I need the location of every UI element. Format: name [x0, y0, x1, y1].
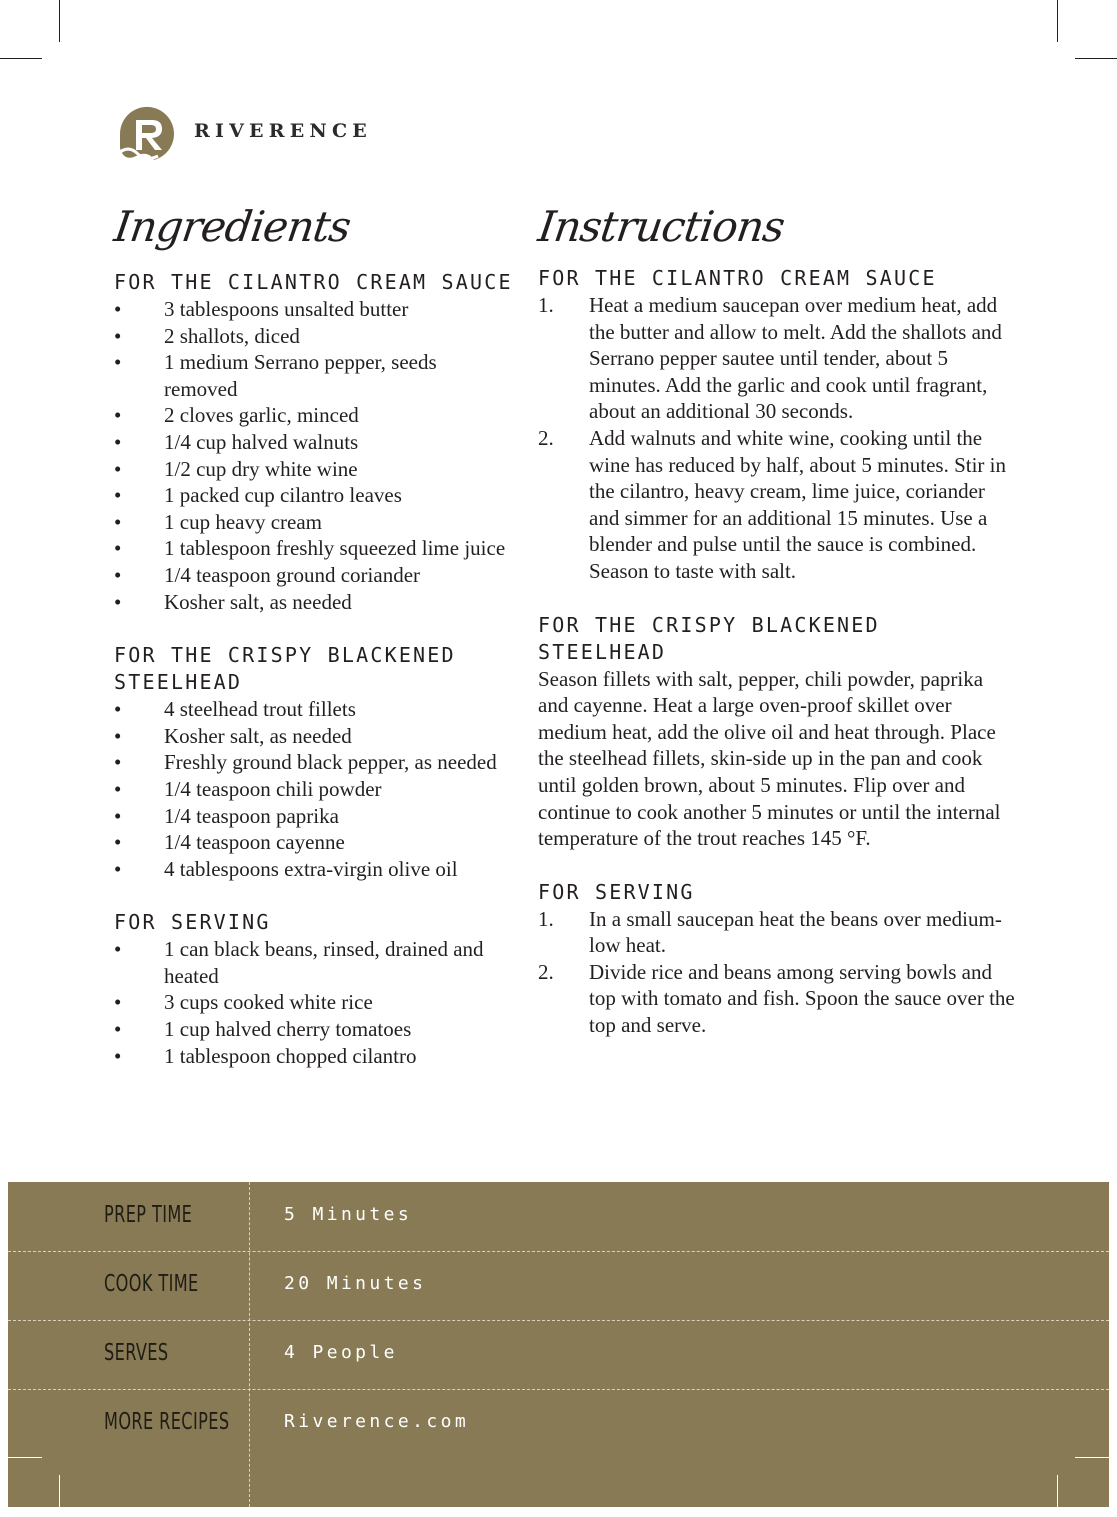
steelhead-paragraph: Season fillets with salt, pepper, chili powder, paprika and cayenne. Heat a large oven-proof skillet over medium heat, add the olive oil and heat through. Place the steelhead fillets, skin-side up in the pan and cook until golden brown, about 5 minutes. Flip over and continue to cook another 5 minutes or until the internal temperature of the trout reaches 145 °F.	[538, 666, 1001, 851]
ingredients-sections	[114, 269, 514, 1069]
step-list	[538, 292, 1018, 585]
instruction-step	[538, 906, 1018, 959]
step-text: In a small saucepan heat the beans over medium-low heat.	[589, 906, 1002, 958]
step-text: Divide rice and beans among serving bowls and top with tomato and fish. Spoon the sauce over the top and serve.	[589, 959, 1015, 1038]
ingredient-item	[114, 776, 514, 803]
ingredients-title: Ingredients	[111, 202, 354, 251]
step-number: 2.	[538, 425, 554, 450]
ingredient-text: 1/4 teaspoon cayenne	[164, 830, 345, 855]
ingredient-item	[114, 509, 514, 536]
bullet-icon: •	[114, 483, 122, 508]
crop-mark	[59, 1475, 60, 1517]
section-heading: FOR THE CRISPY BLACKENED STEELHEAD	[538, 612, 880, 664]
ingredient-item	[114, 482, 514, 509]
ingredient-text: 1/4 teaspoon chili powder	[164, 776, 382, 801]
bullet-icon: •	[114, 750, 122, 775]
crop-mark	[1057, 1475, 1058, 1517]
section-heading: FOR SERVING	[114, 910, 271, 935]
ingredient-item	[114, 402, 514, 429]
bullet-icon: •	[114, 1043, 122, 1068]
ingredient-text: 1 cup heavy cream	[164, 509, 323, 534]
ingredient-text: 4 steelhead trout fillets	[164, 697, 356, 722]
section-heading: FOR THE CILANTRO CREAM SAUCE	[114, 270, 513, 294]
bullet-icon: •	[114, 856, 122, 881]
ingredient-text: 2 shallots, diced	[164, 323, 300, 348]
ingredient-text: 3 cups cooked white rice	[164, 990, 373, 1015]
info-row-prep-time	[8, 1182, 1109, 1252]
ingredient-item	[114, 856, 514, 883]
bullet-icon: •	[114, 350, 122, 375]
info-row-more-recipes	[8, 1389, 1109, 1458]
ingredient-text: Freshly ground black pepper, as needed	[164, 750, 497, 775]
instructions-title: Instructions	[535, 202, 788, 251]
ingredient-item	[114, 349, 514, 402]
bullet-icon: •	[114, 403, 122, 428]
prep-time-label: PREP TIME	[104, 1202, 193, 1228]
cook-time-value: 20 Minutes	[284, 1273, 427, 1294]
instruction-step	[538, 425, 1018, 585]
ingredient-text: Kosher salt, as needed	[164, 589, 352, 614]
ingredient-list	[114, 296, 514, 615]
bullet-icon: •	[114, 1017, 122, 1042]
ingredient-item	[114, 803, 514, 830]
ingredient-item	[114, 723, 514, 750]
more-recipes-label: MORE RECIPES	[104, 1409, 230, 1435]
section-heading: FOR THE CRISPY BLACKENED STEELHEAD	[114, 643, 456, 695]
ingredient-item	[114, 323, 514, 350]
bullet-icon: •	[114, 723, 122, 748]
ingredient-text: Kosher salt, as needed	[164, 723, 352, 748]
crop-mark	[59, 0, 60, 42]
ingredient-item	[114, 989, 514, 1016]
ingredient-text: 4 tablespoons extra-virgin olive oil	[164, 856, 458, 881]
bullet-icon: •	[114, 536, 122, 561]
ingredient-text: 1 medium Serrano pepper, seeds removed	[164, 350, 437, 401]
bullet-icon: •	[114, 509, 122, 534]
ingredient-item	[114, 696, 514, 723]
ingredient-section	[114, 642, 514, 882]
bullet-icon: •	[114, 429, 122, 454]
instructions-steelhead	[538, 612, 1018, 852]
ingredient-text: 1 tablespoon freshly squeezed lime juice	[164, 536, 506, 561]
ingredient-section	[114, 269, 514, 615]
crop-mark	[1075, 1457, 1117, 1458]
ingredient-text: 1/2 cup dry white wine	[164, 456, 358, 481]
bullet-icon: •	[114, 990, 122, 1015]
crop-mark	[1057, 0, 1058, 42]
bullet-icon: •	[114, 589, 122, 614]
bullet-icon: •	[114, 323, 122, 348]
ingredient-item	[114, 296, 514, 323]
ingredient-text: 1/4 teaspoon ground coriander	[164, 562, 421, 587]
recipe-info-band	[8, 1182, 1109, 1507]
instructions-column	[535, 195, 1018, 1039]
section-heading: FOR SERVING	[538, 879, 695, 904]
bullet-icon: •	[114, 562, 122, 587]
step-number: 1.	[538, 293, 554, 317]
ingredient-list	[114, 936, 514, 1069]
instructions-sauce	[538, 265, 1018, 585]
ingredient-text: 1/4 teaspoon paprika	[164, 803, 339, 828]
ingredient-text: 1 packed cup cilantro leaves	[164, 483, 402, 508]
more-recipes-link[interactable]: Riverence.com	[284, 1411, 470, 1432]
bullet-icon: •	[114, 830, 122, 855]
step-number: 2.	[538, 959, 554, 984]
crop-mark	[0, 1457, 42, 1458]
ingredient-item	[114, 535, 514, 562]
instruction-step	[538, 292, 1018, 425]
step-number: 1.	[538, 906, 554, 931]
ingredient-text: 1 tablespoon chopped cilantro	[164, 1043, 417, 1068]
crop-mark	[1075, 58, 1117, 59]
ingredients-column	[111, 195, 514, 1069]
ingredient-item	[114, 829, 514, 856]
ingredient-text: 2 cloves garlic, minced	[164, 403, 359, 428]
ingredient-item	[114, 429, 514, 456]
crop-mark	[0, 58, 42, 59]
ingredient-item	[114, 1043, 514, 1070]
step-text: Heat a medium saucepan over medium heat, add the butter and allow to melt. Add the shallots and Serrano pepper sautee until tender, about 5 minutes. Add the garlic and cook until fragrant, about an additional 30 seconds.	[589, 293, 1002, 424]
ingredient-list	[114, 696, 514, 882]
bullet-icon: •	[114, 937, 122, 962]
bullet-icon: •	[114, 697, 122, 722]
ingredient-item	[114, 589, 514, 616]
step-list	[538, 906, 1018, 1039]
ingredient-item	[114, 456, 514, 483]
ingredient-item	[114, 562, 514, 589]
info-row-cook-time	[8, 1251, 1109, 1321]
bullet-icon: •	[114, 297, 122, 321]
ingredient-section	[114, 909, 514, 1069]
section-heading: FOR THE CILANTRO CREAM SAUCE	[538, 266, 937, 290]
serves-value: 4 People	[284, 1342, 398, 1363]
ingredient-text: 1/4 cup halved walnuts	[164, 429, 359, 454]
serves-label: SERVES	[104, 1340, 169, 1366]
bullet-icon: •	[114, 456, 122, 481]
ingredient-text: 3 tablespoons unsalted butter	[164, 297, 409, 321]
ingredient-item	[114, 1016, 514, 1043]
bullet-icon: •	[114, 776, 122, 801]
ingredient-item	[114, 936, 514, 989]
step-text: Add walnuts and white wine, cooking until the wine has reduced by half, about 5 minutes. Stir in the cilantro, heavy cream, lime juice, coriander and simmer for an additional 15 minutes. Use a blender and pulse until the sauce is combined. Season to taste with salt.	[589, 425, 1006, 583]
brand-name: RIVERENCE	[194, 120, 372, 142]
bullet-icon: •	[114, 803, 122, 828]
ingredient-item	[114, 749, 514, 776]
instruction-step	[538, 959, 1018, 1039]
prep-time-value: 5 Minutes	[284, 1204, 413, 1225]
ingredient-text: 1 cup halved cherry tomatoes	[164, 1017, 412, 1042]
ingredient-text: 1 can black beans, rinsed, drained and heated	[164, 937, 484, 988]
instructions-serving	[538, 879, 1018, 1039]
cook-time-label: COOK TIME	[104, 1271, 199, 1297]
info-row-serves	[8, 1320, 1109, 1390]
riverence-r-logo-icon	[114, 104, 180, 164]
